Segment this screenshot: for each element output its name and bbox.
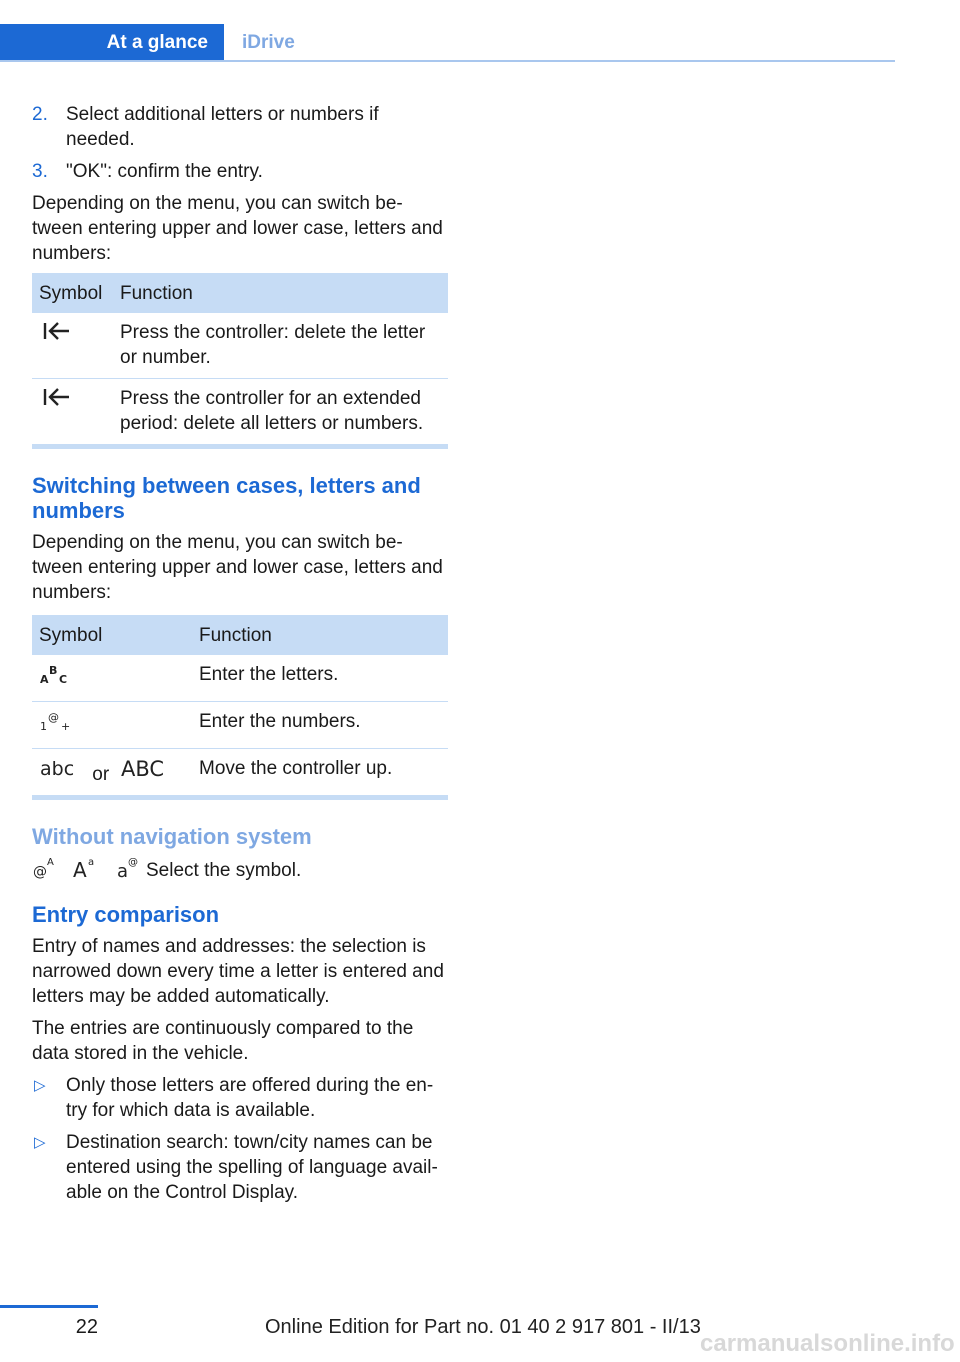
page-number: 22	[75, 1316, 98, 1338]
column-header-symbol: Symbol	[32, 615, 192, 655]
step-text: "OK": confirm the entry.	[66, 161, 263, 182]
step-number: 3.	[32, 161, 48, 182]
entry-paragraph-2: The entries are continuously compared to the data stored in the vehicle.	[32, 1018, 414, 1064]
table-row	[32, 702, 448, 749]
svg-text:A: A	[40, 673, 49, 686]
section-paragraph: Depending on the menu, you can switch be-tween entering upper and lower case, letters and numbers:	[32, 532, 443, 603]
tab-at-a-glance[interactable]: At a glance	[0, 24, 224, 62]
symbol-row	[32, 856, 448, 884]
at-a-symbol-icon	[32, 855, 68, 886]
column-header-function: Function	[192, 615, 448, 655]
table-row	[32, 655, 448, 702]
step-3	[32, 159, 448, 184]
section-heading-without-navigation: Without navigation system	[32, 824, 312, 849]
svg-text:a: a	[88, 856, 95, 868]
delete-symbol-table	[32, 273, 448, 449]
table-row	[32, 313, 448, 379]
section-heading-switching: Switching between cases, letters and numbers	[32, 473, 421, 523]
bullet-text: Only those letters are offered during the en-try for which data is available.	[66, 1075, 434, 1121]
svg-text:+: +	[61, 720, 71, 733]
header-bar	[0, 24, 895, 62]
header-rule	[0, 60, 895, 62]
footer-rule	[0, 1305, 98, 1308]
list-item	[32, 1130, 448, 1205]
abc-letters-icon	[39, 662, 73, 693]
content-column	[32, 102, 448, 1212]
svg-text:1: 1	[40, 720, 47, 733]
entry-paragraph-1: Entry of names and addresses: the selection is narrowed down every time a letter is entered and letters may be added automatically.	[32, 936, 444, 1007]
watermark: carmanualsonline.info	[700, 1330, 955, 1357]
svg-text:@: @	[128, 856, 138, 868]
table-row	[32, 749, 448, 798]
uppercase-a-symbol-icon	[72, 855, 112, 886]
bullet-triangle-icon: ▷	[34, 1077, 46, 1094]
lowercase-a-at-symbol-icon	[116, 855, 142, 886]
tab-idrive[interactable]: iDrive	[242, 32, 295, 53]
section-heading-entry-comparison: Entry comparison	[32, 902, 220, 927]
bullet-text: Destination search: town/city names can be entered using the spelling of language avail-able on the Control Display.	[66, 1132, 438, 1203]
delete-arrow-icon	[39, 320, 73, 349]
abc-lowercase-icon	[39, 756, 81, 787]
function-text: Enter the numbers.	[192, 702, 448, 749]
bullet-triangle-icon: ▷	[34, 1134, 46, 1151]
function-text: Move the controller up.	[192, 749, 448, 798]
svg-text:a: a	[117, 860, 129, 879]
list-item	[32, 1073, 448, 1123]
select-symbol-text: Select the symbol.	[146, 859, 302, 881]
svg-text:ABC: ABC	[121, 757, 165, 780]
svg-text:C: C	[59, 673, 68, 686]
case-symbol-table	[32, 615, 448, 800]
function-text: Enter the letters.	[192, 655, 448, 702]
svg-text:@: @	[48, 711, 59, 724]
numbers-symbols-icon	[39, 709, 73, 740]
step-text: Select additional letters or numbers if needed.	[66, 104, 379, 150]
svg-text:A: A	[73, 857, 87, 879]
svg-text:abc: abc	[40, 758, 75, 780]
function-text: Press the controller: delete the letter or number.	[113, 313, 448, 379]
column-header-function: Function	[113, 273, 448, 313]
svg-text:@: @	[33, 863, 47, 879]
delete-arrow-icon	[39, 386, 73, 415]
column-header-symbol: Symbol	[32, 273, 113, 313]
table-row	[32, 379, 448, 447]
intro-paragraph: Depending on the menu, you can switch be-tween entering upper and lower case, letters and numbers:	[32, 193, 443, 264]
abc-uppercase-icon	[120, 756, 170, 787]
function-text: Press the controller for an extended period: delete all letters or numbers.	[113, 379, 448, 447]
edition-text: Online Edition for Part no. 01 40 2 917 801 - II/13	[265, 1316, 701, 1338]
svg-text:B: B	[49, 664, 58, 677]
or-text: or	[92, 764, 110, 785]
step-number: 2.	[32, 104, 48, 125]
svg-text:A: A	[47, 856, 54, 868]
step-2	[32, 102, 448, 152]
